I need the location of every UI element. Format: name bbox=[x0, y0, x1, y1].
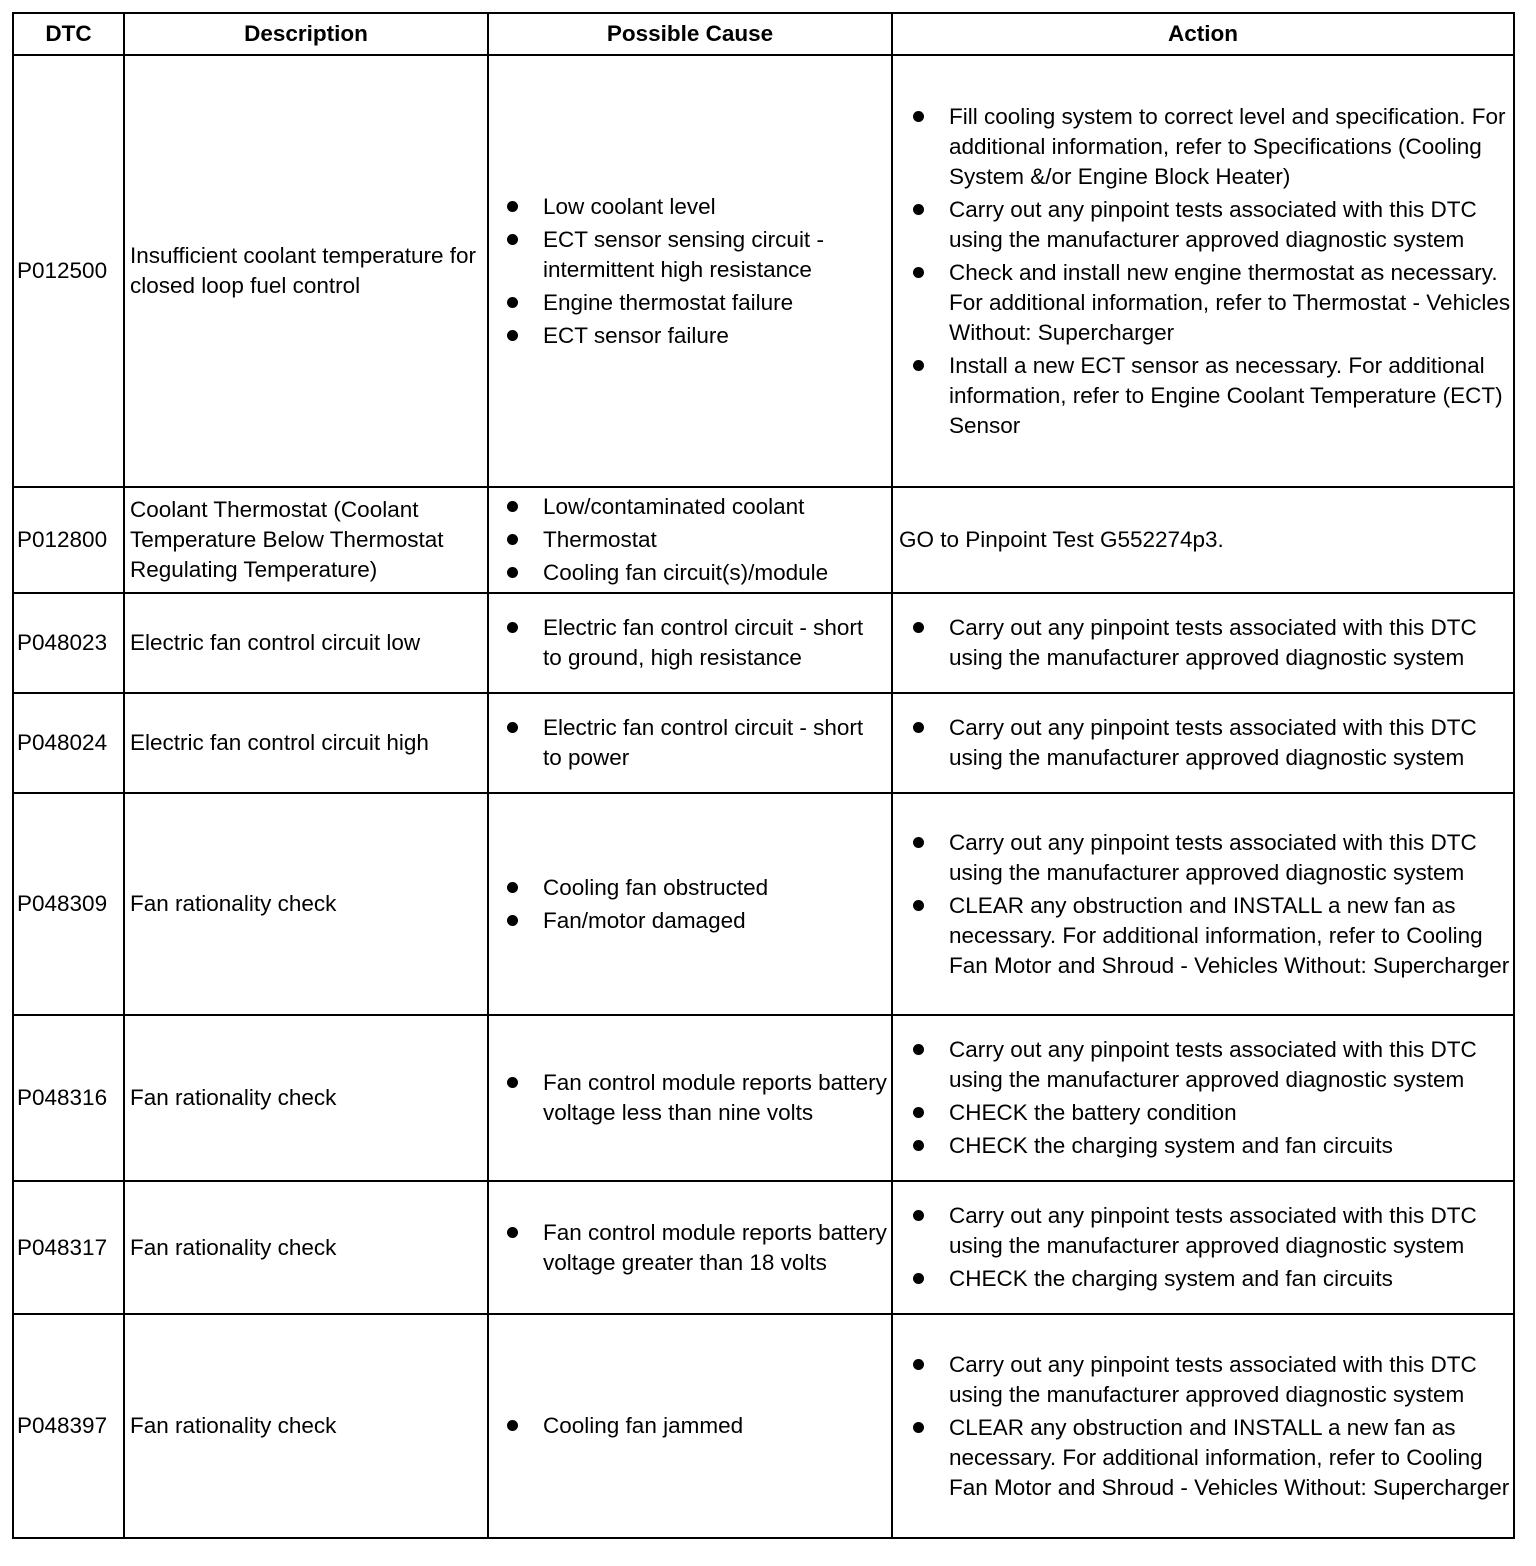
cause-item: Low/contaminated coolant bbox=[507, 492, 888, 522]
possible-cause-cell bbox=[488, 593, 892, 693]
cause-list bbox=[507, 1068, 888, 1128]
table-row bbox=[13, 1015, 1514, 1181]
action-item: CLEAR any obstruction and INSTALL a new fan as necessary. For additional information, refer to Cooling Fan Motor and Shroud - Vehicles Without: Supercharger bbox=[913, 891, 1511, 981]
action-item: Install a new ECT sensor as necessary. For additional information, refer to Engine Coolant Temperature (ECT) Sensor bbox=[913, 351, 1511, 441]
action-list bbox=[913, 613, 1511, 673]
dtc-description: Fan rationality check bbox=[124, 1314, 488, 1538]
cause-item: Fan control module reports battery voltage greater than 18 volts bbox=[507, 1218, 888, 1278]
action-cell bbox=[892, 1314, 1514, 1538]
action-item: Carry out any pinpoint tests associated with this DTC using the manufacturer approved diagnostic system bbox=[913, 713, 1511, 773]
cause-item: Low coolant level bbox=[507, 192, 888, 222]
dtc-code: P048024 bbox=[13, 693, 124, 793]
table-row bbox=[13, 487, 1514, 593]
cause-item: Thermostat bbox=[507, 525, 888, 555]
cause-item: Cooling fan obstructed bbox=[507, 873, 888, 903]
action-list bbox=[913, 102, 1511, 441]
dtc-description: Fan rationality check bbox=[124, 1015, 488, 1181]
header-action: Action bbox=[892, 13, 1514, 55]
possible-cause-cell bbox=[488, 693, 892, 793]
cause-item: Electric fan control circuit - short to power bbox=[507, 713, 888, 773]
header-possible-cause: Possible Cause bbox=[488, 13, 892, 55]
dtc-code: P048317 bbox=[13, 1181, 124, 1314]
cause-list bbox=[507, 492, 888, 588]
dtc-code: P012800 bbox=[13, 487, 124, 593]
dtc-description: Fan rationality check bbox=[124, 793, 488, 1015]
action-cell bbox=[892, 1015, 1514, 1181]
cause-item: Cooling fan jammed bbox=[507, 1411, 888, 1441]
action-item: Carry out any pinpoint tests associated with this DTC using the manufacturer approved diagnostic system bbox=[913, 1201, 1511, 1261]
dtc-code: P048309 bbox=[13, 793, 124, 1015]
possible-cause-cell bbox=[488, 1015, 892, 1181]
dtc-description: Electric fan control circuit low bbox=[124, 593, 488, 693]
action-cell bbox=[892, 693, 1514, 793]
header-description: Description bbox=[124, 13, 488, 55]
cause-item: ECT sensor sensing circuit - intermittent high resistance bbox=[507, 225, 888, 285]
dtc-table bbox=[12, 12, 1515, 1539]
action-item: Carry out any pinpoint tests associated with this DTC using the manufacturer approved diagnostic system bbox=[913, 195, 1511, 255]
dtc-description: Insufficient coolant temperature for closed loop fuel control bbox=[124, 55, 488, 487]
possible-cause-cell bbox=[488, 487, 892, 593]
action-list bbox=[913, 1201, 1511, 1294]
cause-list bbox=[507, 192, 888, 351]
cause-item: ECT sensor failure bbox=[507, 321, 888, 351]
table-row bbox=[13, 1181, 1514, 1314]
table-row bbox=[13, 793, 1514, 1015]
dtc-description: Fan rationality check bbox=[124, 1181, 488, 1314]
table-row bbox=[13, 1314, 1514, 1538]
dtc-code: P048023 bbox=[13, 593, 124, 693]
possible-cause-cell bbox=[488, 55, 892, 487]
dtc-code: P012500 bbox=[13, 55, 124, 487]
cause-item: Electric fan control circuit - short to ground, high resistance bbox=[507, 613, 888, 673]
dtc-description: Coolant Thermostat (Coolant Temperature Below Thermostat Regulating Temperature) bbox=[124, 487, 488, 593]
action-item: CHECK the charging system and fan circuits bbox=[913, 1264, 1511, 1294]
action-item: Carry out any pinpoint tests associated with this DTC using the manufacturer approved diagnostic system bbox=[913, 1350, 1511, 1410]
cause-item: Fan/motor damaged bbox=[507, 906, 888, 936]
dtc-code: P048397 bbox=[13, 1314, 124, 1538]
cause-item: Cooling fan circuit(s)/module bbox=[507, 558, 888, 588]
action-item: Carry out any pinpoint tests associated with this DTC using the manufacturer approved diagnostic system bbox=[913, 613, 1511, 673]
action-item: CHECK the battery condition bbox=[913, 1098, 1511, 1128]
cause-item: Fan control module reports battery voltage less than nine volts bbox=[507, 1068, 888, 1128]
cause-list bbox=[507, 713, 888, 773]
action-list bbox=[913, 1035, 1511, 1161]
cause-item: Engine thermostat failure bbox=[507, 288, 888, 318]
action-cell bbox=[892, 593, 1514, 693]
action-item: CHECK the charging system and fan circuits bbox=[913, 1131, 1511, 1161]
table-row bbox=[13, 593, 1514, 693]
table-row bbox=[13, 55, 1514, 487]
action-list bbox=[913, 828, 1511, 981]
action-cell bbox=[892, 793, 1514, 1015]
header-dtc: DTC bbox=[13, 13, 124, 55]
table-row bbox=[13, 693, 1514, 793]
action-cell bbox=[892, 1181, 1514, 1314]
action-list bbox=[913, 1350, 1511, 1503]
action-cell bbox=[892, 55, 1514, 487]
possible-cause-cell bbox=[488, 793, 892, 1015]
cause-list bbox=[507, 1411, 888, 1441]
action-item: CLEAR any obstruction and INSTALL a new fan as necessary. For additional information, refer to Cooling Fan Motor and Shroud - Vehicles Without: Supercharger bbox=[913, 1413, 1511, 1503]
possible-cause-cell bbox=[488, 1181, 892, 1314]
action-cell: GO to Pinpoint Test G552274p3. bbox=[892, 487, 1514, 593]
action-item: Check and install new engine thermostat as necessary. For additional information, refer to Thermostat - Vehicles Without: Supercharger bbox=[913, 258, 1511, 348]
cause-list bbox=[507, 873, 888, 936]
possible-cause-cell bbox=[488, 1314, 892, 1538]
action-item: Carry out any pinpoint tests associated with this DTC using the manufacturer approved diagnostic system bbox=[913, 1035, 1511, 1095]
action-item: Fill cooling system to correct level and specification. For additional information, refer to Specifications (Cooling System &/or Engine Block Heater) bbox=[913, 102, 1511, 192]
action-item: Carry out any pinpoint tests associated with this DTC using the manufacturer approved diagnostic system bbox=[913, 828, 1511, 888]
dtc-description: Electric fan control circuit high bbox=[124, 693, 488, 793]
cause-list bbox=[507, 1218, 888, 1278]
header-row bbox=[13, 13, 1514, 55]
cause-list bbox=[507, 613, 888, 673]
dtc-code: P048316 bbox=[13, 1015, 124, 1181]
action-list bbox=[913, 713, 1511, 773]
